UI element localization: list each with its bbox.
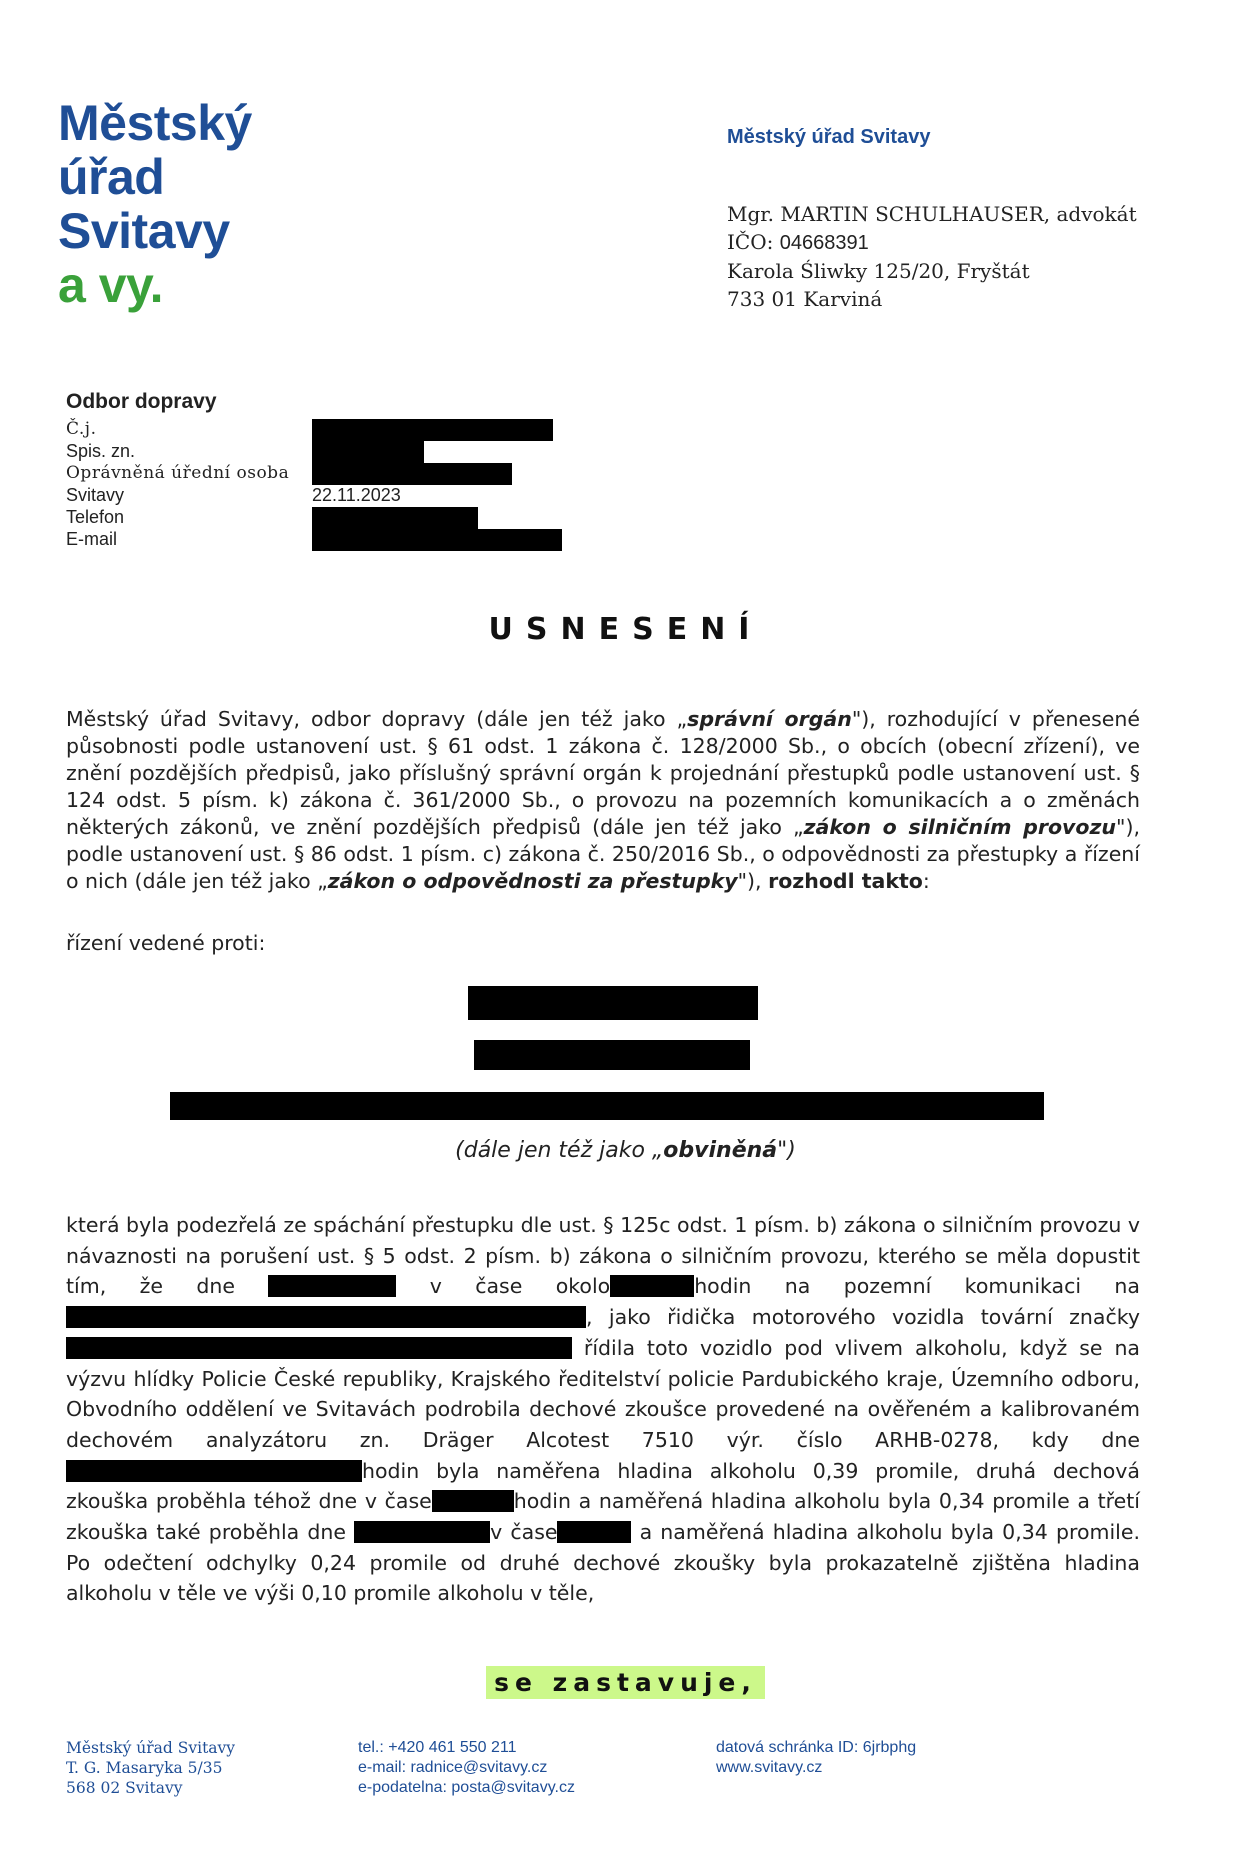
recipient-ico: IČO: 04668391	[727, 230, 869, 254]
term-zakon-odpovednost: zákon o odpovědnosti za přestupky	[327, 869, 738, 893]
office-name: Městský úřad Svitavy	[727, 126, 931, 148]
footer-city: 568 02 Svitavy	[66, 1779, 183, 1797]
redacted-address	[170, 1092, 1044, 1120]
redaction-bar	[66, 1460, 362, 1482]
redacted-birthdate	[474, 1040, 750, 1070]
footer-website[interactable]: www.svitavy.cz	[716, 1759, 823, 1776]
logo-line-1: Městský	[58, 95, 252, 151]
redaction-bar	[312, 463, 512, 485]
spis-label: Spis. zn.	[66, 441, 136, 461]
footer-contacts	[358, 1738, 575, 1798]
footer-address	[66, 1738, 235, 1798]
meta-row-cj	[66, 418, 217, 440]
redaction-bar	[268, 1275, 396, 1297]
redacted-name	[468, 986, 758, 1020]
facts-paragraph: která byla podezřelá ze spáchání přestupku dle ust. § 125c odst. 1 písm. b) zákona o silničním provozu v návaznosti na porušení ust. § 5 odst. 2 písm. b) zákona o silničním provozu, kterého se měla dopustit tím, že dne v čase okolo hodin na pozemní komunikaci na , jako řidička motorového vozidla tovární značky řídila toto vozidlo pod vlivem alkoholu, když se na výzvu hlídky Policie České republiky, Krajského ředitelství policie Pardubického kraje, Územního odboru, Obvodního oddělení ve Svitavách podrobila dechové zkoušce provedené na ověřeném a kalibrovaném dechovém analyzátoru zn. Dräger Alcotest 7510 výr. číslo ARHB-0278, kdy dne hodin byla naměřena hladina alkoholu 0,39 promile, druhá dechová zkouška proběhla téhož dne v čase hodin a naměřená hladina alkoholu byla 0,34 promile a třetí zkouška také proběhla dne v čase a naměřená hladina alkoholu byla 0,34 promile. Po odečtení odchylky 0,24 promile od druhé dechové zkoušky byla prokazatelně zjištěna hladina alkoholu v těle ve výši 0,10 promile alkoholu v těle,	[66, 1213, 1140, 1606]
verdict	[0, 1668, 1251, 1697]
phone-label: Telefon	[66, 507, 125, 527]
meta-row-date	[66, 484, 401, 506]
logo-line-3: Svitavy	[58, 203, 230, 259]
date-value: 22.11.2023	[312, 485, 401, 505]
logo-line-2: úřad	[58, 149, 165, 205]
place-label: Svitavy	[66, 485, 125, 505]
recipient-city: 733 01 Karviná	[727, 287, 883, 311]
meta-row-person	[66, 462, 290, 484]
intro-paragraph: Městský úřad Svitavy, odbor dopravy (dále jen též jako „správní orgán"), rozhodující v přenesené působnosti podle ustanovení ust. § 61 odst. 1 zákona č. 128/2000 Sb., o obcích (obecní zřízení), ve znění pozdějších předpisů, jako příslušný správní orgán k projednání přestupků podle ustanovení ust. § 124 odst. 5 písm. k) zákona č. 361/2000 Sb., o provozu na pozemních komunikacích a o změnách některých zákonů, ve znění pozdějších předpisů (dále jen též jako „zákon o silničním provozu"), podle ustanovení ust. § 86 odst. 1 písm. c) zákona č. 250/2016 Sb., o odpovědnosti za přestupky a řízení o nich (dále jen též jako „zákon o odpovědnosti za přestupky"), rozhodl takto:	[66, 707, 1140, 893]
term-spravni-organ: správní orgán	[687, 707, 852, 731]
term-zakon-silnicni-provoz: zákon o silničním provozu	[803, 815, 1117, 839]
verdict-highlight: se zastavuje,	[486, 1666, 765, 1699]
footer-street: T. G. Masaryka 5/35	[66, 1759, 223, 1777]
recipient-ico-value: 04668391	[779, 232, 869, 254]
footer-phone[interactable]: tel.: +420 461 550 211	[358, 1739, 517, 1756]
person-label: Oprávněná úřední osoba	[66, 463, 290, 483]
meta-row-email	[66, 528, 217, 550]
logo-line-4: a vy.	[58, 257, 163, 313]
redaction-bar	[312, 419, 553, 441]
proceedings-against: řízení vedené proti:	[66, 931, 266, 955]
redaction-bar	[312, 529, 562, 551]
department-name: Odbor dopravy	[66, 390, 217, 413]
footer-email[interactable]: e-mail: radnice@svitavy.cz	[358, 1759, 548, 1776]
recipient-address	[727, 200, 1137, 313]
recipient-name: Mgr. MARTIN SCHULHAUSER, advokát	[727, 202, 1137, 226]
footer-data-box: datová schránka ID: 6jrbphg	[716, 1739, 917, 1756]
meta-row-spis	[66, 440, 217, 462]
accused-alias: (dále jen též jako „obviněná")	[455, 1138, 796, 1163]
recipient-street: Karola Śliwky 125/20, Fryštát	[727, 259, 1030, 283]
document-meta	[66, 390, 401, 550]
redaction-bar	[312, 507, 478, 529]
meta-row-phone	[66, 506, 217, 528]
footer-office: Městský úřad Svitavy	[66, 1739, 236, 1757]
redaction-bar	[66, 1306, 586, 1328]
footer-epodatelna[interactable]: e-podatelna: posta@svitavy.cz	[358, 1779, 575, 1796]
footer-web	[716, 1738, 916, 1778]
term-obvinena: obviněná	[663, 1138, 778, 1163]
cj-label: Č.j.	[66, 419, 97, 439]
redaction-bar	[557, 1521, 631, 1543]
city-logo	[58, 96, 252, 312]
redaction-bar	[610, 1275, 694, 1297]
redaction-bar	[66, 1337, 572, 1359]
redaction-bar	[432, 1490, 514, 1512]
document-title: USNESENÍ	[488, 612, 763, 647]
redaction-bar	[354, 1521, 490, 1543]
email-label: E-mail	[66, 529, 118, 549]
redaction-bar	[312, 441, 424, 463]
decision-phrase: rozhodl takto	[768, 869, 923, 893]
